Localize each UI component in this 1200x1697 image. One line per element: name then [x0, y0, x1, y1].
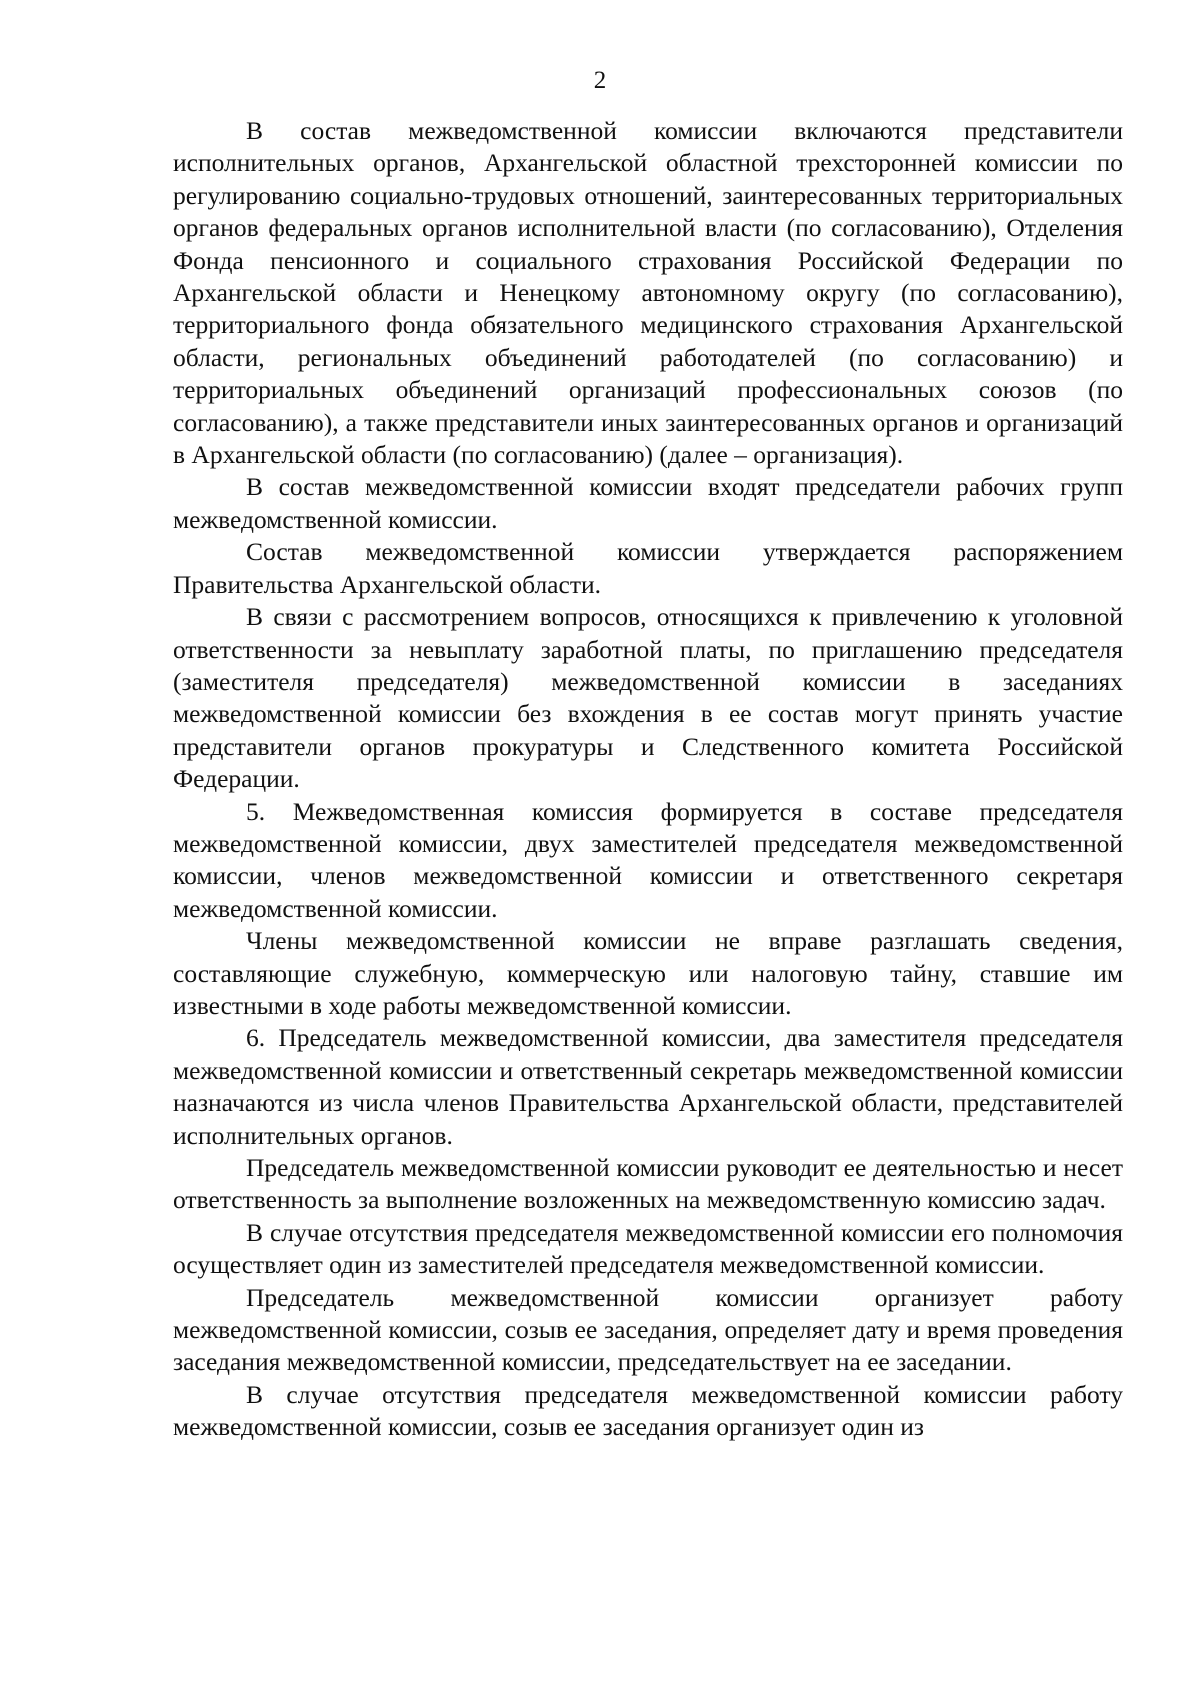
paragraph-chair-duties: Председатель межведомственной комиссии организует работу межведомственной комиссии, созыв ее заседания, определяет дату и время проведения заседания межведомственной комиссии, председательствует на ее заседании.: [173, 1282, 1123, 1377]
paragraph-confidentiality: Члены межведомственной комиссии не вправе разглашать сведения, составляющие служебную, коммерческую или налоговую тайну, ставшие им известными в ходе работы межведомственной комиссии.: [173, 926, 1123, 1020]
paragraph-item-6: 6. Председатель межведомственной комиссии, два заместителя председателя межведомственной комиссии и ответственный секретарь межведомственной комиссии назначаются из числа членов Правительства Архангельской области, представителей исполнительных органов.: [173, 1023, 1123, 1150]
paragraph-prosecution-participation: В связи с рассмотрением вопросов, относящихся к привлечению к уголовной ответственности за невыплату заработной платы, по приглашению председателя (заместителя председателя) межведомственной комиссии в заседаниях межведомственной комиссии без вхождения в ее состав могут принять участие представители органов прокуратуры и Следственного комитета Российской Федерации.: [173, 602, 1123, 794]
paragraph-composition-approval: Состав межведомственной комиссии утверждается распоряжением Правительства Архангельской области.: [173, 537, 1123, 599]
paragraph-working-group-chairs: В состав межведомственной комиссии входят председатели рабочих групп межведомственной комиссии.: [173, 472, 1123, 534]
document-body: [173, 115, 1123, 1444]
paragraph-item-5: 5. Межведомственная комиссия формируется в составе председателя межведомственной комиссии, двух заместителей председателя межведомственной комиссии, членов межведомственной комиссии и ответственного секретаря межведомственной комиссии.: [173, 796, 1123, 923]
page-number: 2: [593, 67, 607, 94]
paragraph-chair-absence-work: В случае отсутствия председателя межведомственной комиссии работу межведомственной комиссии, созыв ее заседания организует один из: [173, 1379, 1123, 1442]
paragraph-chair-absence: В случае отсутствия председателя межведомственной комиссии его полномочия осуществляет один из заместителей председателя межведомственной комиссии.: [173, 1217, 1123, 1280]
paragraph-commission-composition: В состав межведомственной комиссии включаются представители исполнительных органов, Архангельской областной трехсторонней комиссии по регулированию социально-трудовых отношений, заинтересованных территориальных органов федеральных органов исполнительной власти (по согласованию), Отделения Фонда пенсионного и социального страхования Российской Федерации по Архангельской области и Ненецкому автономному округу (по согласованию), территориального фонда обязательного медицинского страхования Архангельской области, региональных объединений работодателей (по согласованию) и территориальных объединений организаций профессиональных союзов (по согласованию), а также представители иных заинтересованных органов и организаций в Архангельской области (по согласованию) (далее – организация).: [173, 116, 1123, 470]
paragraph-chair-responsibility: Председатель межведомственной комиссии руководит ее деятельностью и несет ответственность за выполнение возложенных на межведомственную комиссию задач.: [173, 1153, 1123, 1215]
